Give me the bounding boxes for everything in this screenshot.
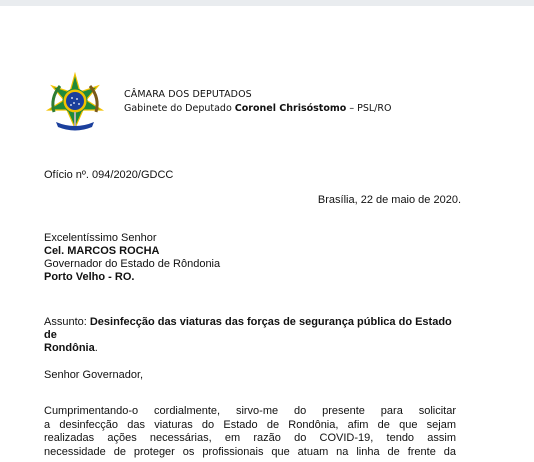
- brazil-coat-of-arms-icon: [44, 72, 106, 134]
- subject-label: Assunto:: [44, 316, 90, 328]
- recipient-name: Cel. MARCOS ROCHA: [44, 245, 160, 257]
- recipient-title: Governador do Estado de Rôndonia: [44, 258, 221, 270]
- office-suffix: – PSL/RO: [346, 103, 392, 114]
- recipient-salutation: Excelentíssimo Senhor: [44, 232, 157, 244]
- body-line: necessidade de proteger os profissionais que atuam na linha de frente da: [44, 445, 456, 458]
- letter-body: [44, 405, 456, 459]
- letter-subject: [44, 316, 464, 355]
- subject-line-1: Desinfecção das viaturas das forças de segurança pública do Estado de: [44, 316, 452, 341]
- body-line: Cumprimentando-o cordialmente, sirvo-me do presente para solicitar: [44, 405, 456, 417]
- letter-reference: Ofício nº. 094/2020/GDCC: [44, 169, 174, 181]
- office-prefix: Gabinete do Deputado: [124, 103, 235, 114]
- letter-greeting: Senhor Governador,: [44, 369, 144, 381]
- subject-line-2: Rondônia: [44, 342, 95, 354]
- recipient-city: Porto Velho - RO.: [44, 271, 135, 283]
- body-line: realizadas ações necessárias, em razão do COVID-19, tendo assim: [44, 432, 456, 444]
- letter-date: Brasília, 22 de maio de 2020.: [317, 194, 461, 206]
- subject-end: .: [94, 342, 98, 354]
- office-line: [124, 103, 391, 114]
- institution-name: CÂMARA DOS DEPUTADOS: [124, 89, 252, 100]
- body-line: a desinfecção das viaturas do Estado de Rondônia, afim de que sejam: [44, 418, 456, 431]
- deputy-name: Coronel Chrisóstomo: [234, 103, 347, 114]
